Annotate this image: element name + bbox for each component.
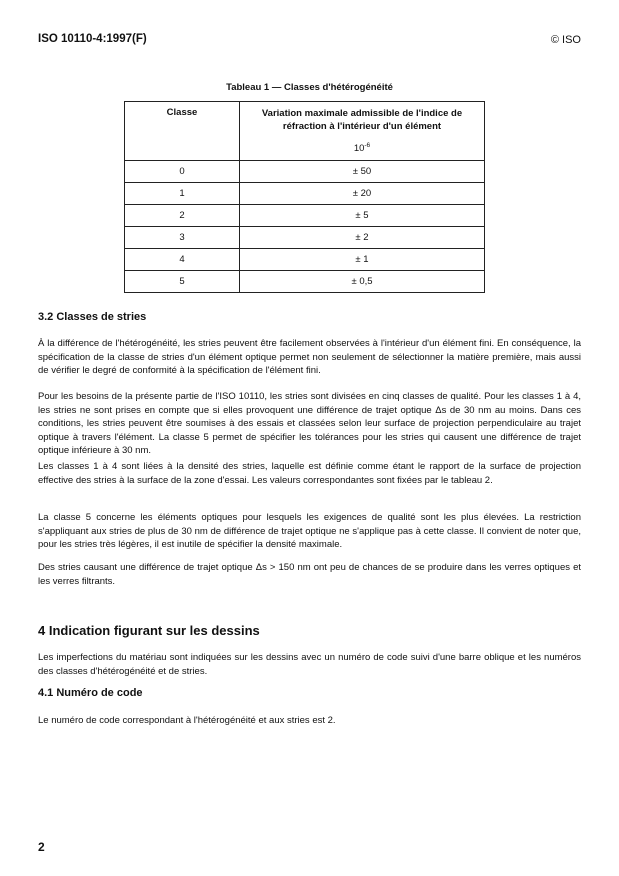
cell-variation: ± 50 [240,161,485,183]
column-header-classe: Classe [125,102,240,161]
paragraph: À la différence de l'hétérogénéité, les stries peuvent être facilement observées à l'intérieur d'un élément fini. En conséquence, la spécification de la classe de stries d'un élément optique permet non seulement de sélectionner la matière première, mais aussi de vérifier le degré de conformité à la spécification de l'élément fini. [38,338,581,377]
table-row [125,205,485,227]
page-number: 2 [38,840,45,854]
table-caption: Tableau 1 — Classes d'hétérogénéité [226,82,393,93]
paragraph: Les classes 1 à 4 sont liées à la densité des stries, laquelle est définie comme étant le rapport de la surface de projection effective des stries à la surface de la zone d'essai. Les valeurs correspondantes sont fixées par le tableau 2. [38,461,581,486]
column-header-variation-label: Variation maximale admissible de l'indice de réfraction à l'intérieur d'un élément [261,108,463,132]
paragraph: La classe 5 concerne les éléments optiques pour lesquels les exigences de qualité sont les plus élevées. La restriction s'appliquant aux stries de plus de 30 nm de différence de trajet optique ne s'applique pas à cette classe. Il convient de noter que, pour les stries très légères, il est inutile de spécifier la densité maximale. [38,512,581,551]
unit-label [240,139,484,155]
table-row [125,161,485,183]
cell-classe: 3 [125,227,240,249]
cell-variation: ± 2 [240,227,485,249]
cell-variation: ± 20 [240,183,485,205]
paragraph: Les imperfections du matériau sont indiquées sur les dessins avec un numéro de code suivi d'une barre oblique et les numéros des classes d'hétérogénéité et de stries. [38,652,581,677]
document-id: ISO 10110-4:1997(F) [38,33,147,45]
paragraph: Le numéro de code correspondant à l'hétérogénéité et aux stries est 2. [38,715,336,726]
table-row [125,249,485,271]
unit-base: 10 [353,143,365,155]
unit-exponent: -6 [364,142,371,149]
table-row [125,271,485,293]
cell-classe: 5 [125,271,240,293]
copyright-notice: © ISO [550,34,581,46]
cell-variation: ± 5 [240,205,485,227]
cell-classe: 2 [125,205,240,227]
paragraph: Des stries causant une différence de trajet optique Δs > 150 nm ont peu de chances de se produire dans les verres optiques et les verres filtrants. [38,562,581,587]
paragraph: Pour les besoins de la présente partie de l'ISO 10110, les stries sont divisées en cinq classes de qualité. Pour les classes 1 à 4, les stries ne sont prises en compte que si elles provoquent une différence de trajet optique Δs de 30 nm au moins. Dans ces conditions, les stries peuvent être soumises à des essais et classées selon leur surface de projection perpendiculaire au trajet optique à travers l'élément. La classe 5 permet de spécifier les tolérances pour les stries qui causent une différence de trajet optique inférieure à 30 nm. [38,391,581,457]
heterogeneity-classes-table [124,101,485,293]
table-row [125,227,485,249]
section-heading-4: 4 Indication figurant sur les dessins [38,623,260,638]
section-heading-3-2: 3.2 Classes de stries [38,311,147,323]
table-header-row [125,102,485,161]
cell-variation: ± 0,5 [240,271,485,293]
section-heading-4-1: 4.1 Numéro de code [38,687,143,699]
cell-classe: 0 [125,161,240,183]
column-header-variation [240,102,485,161]
cell-classe: 4 [125,249,240,271]
cell-variation: ± 1 [240,249,485,271]
cell-classe: 1 [125,183,240,205]
table-row [125,183,485,205]
